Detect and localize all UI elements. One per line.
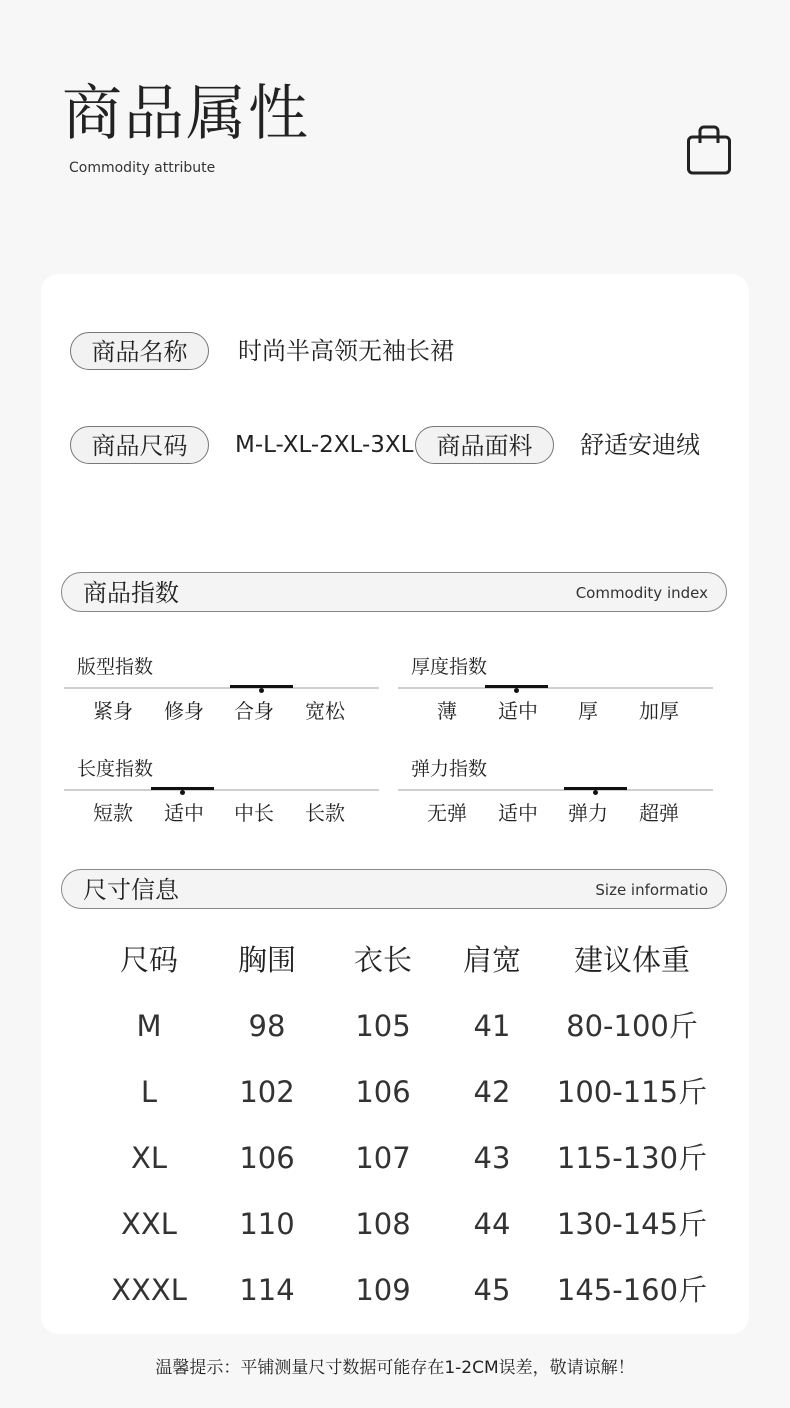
index-scale-line [398, 789, 713, 791]
footer-note: 温馨提示：平铺测量尺寸数据可能存在1-2CM误差，敬请谅解！ [155, 1358, 635, 1378]
size-table-cell: 108 [355, 1207, 411, 1241]
index-option: 短款 [93, 801, 133, 825]
size-table-cell: 145-160斤 [556, 1273, 708, 1307]
size-table-cell: 42 [473, 1075, 511, 1109]
index-option: 厚 [578, 699, 598, 723]
size-table-cell: 45 [473, 1273, 511, 1307]
size-table-cell: 43 [473, 1141, 511, 1175]
size-info-title-en: Size informatio [595, 881, 708, 899]
index-option: 加厚 [639, 699, 679, 723]
product-size-value: M-L-XL-2XL-3XL [235, 432, 414, 458]
size-table-header: 尺码 [119, 943, 178, 977]
index-option: 合身 [234, 699, 274, 723]
commodity-index-title: 商品指数 [83, 579, 179, 607]
index-option: 薄 [437, 699, 457, 723]
size-table-cell: 100-115斤 [556, 1075, 708, 1109]
index-group [398, 655, 714, 745]
size-table-cell: 110 [239, 1207, 295, 1241]
size-table-cell: 106 [355, 1075, 411, 1109]
shopping-bag-icon [686, 124, 732, 176]
index-option: 中长 [234, 801, 274, 825]
size-table-cell: 115-130斤 [556, 1141, 708, 1175]
size-table-cell: XL [130, 1141, 168, 1175]
size-table-cell: 109 [355, 1273, 411, 1307]
page-title: 商品属性 [62, 79, 310, 149]
index-option: 宽松 [305, 699, 345, 723]
index-group [64, 655, 380, 745]
size-table-cell: L [140, 1075, 158, 1109]
size-table-cell: XXXL [111, 1273, 187, 1307]
index-option: 适中 [498, 699, 538, 723]
size-table-cell: 105 [355, 1009, 411, 1043]
size-table-header: 衣长 [353, 943, 412, 977]
size-table-header: 建议体重 [573, 943, 690, 977]
index-group [64, 757, 380, 847]
page-subtitle: Commodity attribute [69, 160, 216, 176]
index-group-label: 版型指数 [77, 656, 154, 678]
size-table-cell: XXL [121, 1207, 177, 1241]
index-option: 弹力 [568, 801, 608, 825]
product-name-label: 商品名称 [70, 332, 209, 370]
index-selected-dot [514, 688, 519, 693]
index-option: 适中 [498, 801, 538, 825]
size-table-cell: 130-145斤 [556, 1207, 708, 1241]
index-option: 长款 [305, 801, 345, 825]
size-table-cell: 114 [239, 1273, 295, 1307]
index-group-label: 厚度指数 [411, 656, 488, 678]
size-table-cell: M [136, 1009, 162, 1043]
commodity-index-title-en: Commodity index [575, 584, 708, 602]
size-table-cell: 80-100斤 [566, 1009, 698, 1043]
size-table-header: 胸围 [237, 943, 296, 977]
index-scale-line [64, 687, 379, 689]
index-selected-dot [259, 688, 264, 693]
product-size-label: 商品尺码 [70, 426, 209, 464]
index-selected-dot [180, 790, 185, 795]
size-table-cell: 107 [355, 1141, 411, 1175]
index-selected-dot [593, 790, 598, 795]
size-table-cell: 102 [239, 1075, 295, 1109]
index-group [398, 757, 714, 847]
size-info-header [61, 869, 727, 909]
product-fabric-value: 舒适安迪绒 [580, 431, 700, 459]
index-option: 适中 [164, 801, 204, 825]
size-info-title: 尺寸信息 [83, 876, 179, 904]
product-fabric-label: 商品面料 [415, 426, 554, 464]
index-option: 超弹 [639, 801, 679, 825]
size-table-cell: 44 [473, 1207, 511, 1241]
product-name-value: 时尚半高领无袖长裙 [238, 337, 454, 365]
size-table-cell: 41 [473, 1009, 511, 1043]
index-scale-line [398, 687, 713, 689]
index-group-label: 弹力指数 [411, 758, 488, 780]
index-option: 无弹 [427, 801, 467, 825]
size-table-header: 肩宽 [462, 943, 521, 977]
index-option: 紧身 [93, 699, 133, 723]
commodity-index-header [61, 572, 727, 612]
size-table-cell: 106 [239, 1141, 295, 1175]
index-option: 修身 [164, 699, 204, 723]
size-table-cell: 98 [248, 1009, 286, 1043]
index-scale-line [64, 789, 379, 791]
index-group-label: 长度指数 [77, 758, 154, 780]
